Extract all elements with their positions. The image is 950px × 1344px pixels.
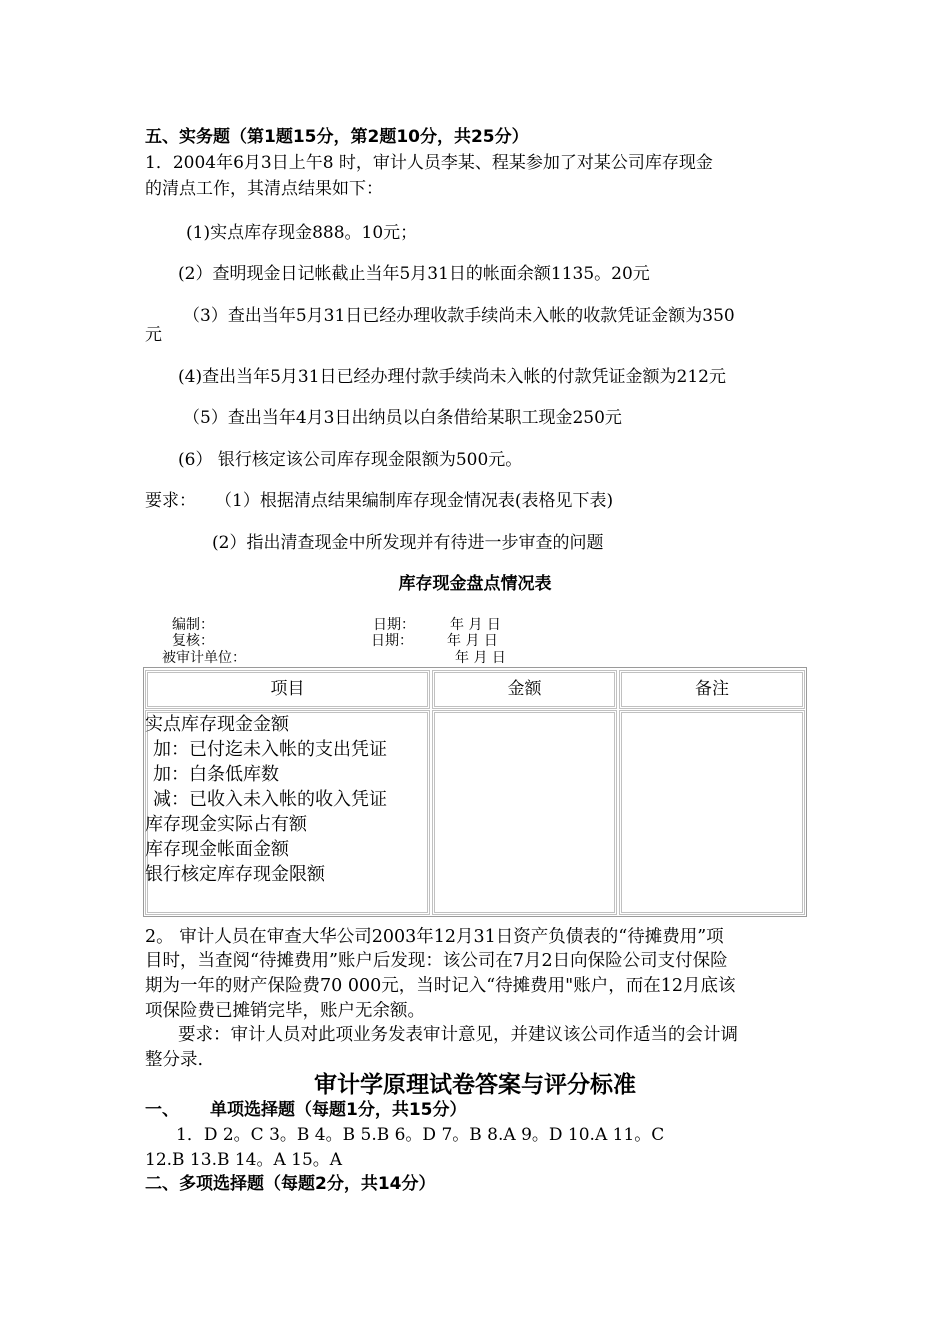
question-2-requirement-cont: 整分录. [145, 1050, 204, 1070]
date-ymd: 年 月 日 [447, 633, 498, 649]
item-4: (4)查出当年5月31日已经办理付款手续尚未入帐的付款凭证金额为212元 [178, 367, 726, 387]
header-amount: 金额 [507, 679, 542, 699]
item-3-cont: 元 [145, 325, 162, 345]
part-1-answers-cont: 12.B 13.B 14。A 15。A [145, 1150, 343, 1170]
question-2-line: 项保险费已摊销完毕，账户无余额。 [145, 1001, 425, 1021]
item-3: （3）查出当年5月31日已经办理收款手续尚未入帐的收款凭证金额为350 [183, 306, 735, 326]
table-body-cell [619, 710, 805, 915]
question-1-intro-cont: 的清点工作，其清点结果如下： [145, 179, 383, 199]
section-heading: 五、实务题（第1题15分，第2题10分，共25分） [145, 127, 529, 147]
table-body-cell [432, 710, 617, 915]
header-remarks: 备注 [695, 679, 729, 699]
table-row: 库存现金实际占有额 [145, 814, 307, 835]
table-row-labels [145, 712, 387, 887]
question-2-line: 期为一年的财产保险费70 000元，当时记入“待摊费用"账户，而在12月底该 [145, 976, 736, 996]
table-row: 库存现金帐面金额 [145, 839, 289, 860]
table-row: 加：白条低库数 [153, 764, 279, 785]
table-title: 库存现金盘点情况表 [398, 574, 552, 594]
date-label: 日期： [373, 617, 415, 633]
table-row: 减：已收入未入帐的收入凭证 [153, 789, 387, 810]
header-item: 项目 [270, 679, 305, 699]
part-2-heading: 二、多项选择题（每题2分，共14分） [145, 1174, 436, 1194]
prepared-by-label: 编制： [172, 617, 214, 633]
question-2-line: 目时，当查阅“待摊费用”账户后发现：该公司在7月2日向保险公司支付保险 [145, 951, 728, 971]
question-2-requirement: 要求：审计人员对此项业务发表审计意见，并建议该公司作适当的会计调 [178, 1025, 738, 1045]
item-5: （5）查出当年4月3日出纳员以白条借给某职工现金250元 [183, 408, 622, 428]
item-1: (1)实点库存现金888。10元； [186, 223, 418, 243]
question-2-line: 2。 审计人员在审查大华公司2003年12月31日资产负债表的“待摊费用”项 [145, 927, 724, 947]
date-ymd: 年 月 日 [455, 650, 506, 666]
requirement-2: (2）指出清查现金中所发现并有待进一步审查的问题 [212, 533, 604, 553]
requirement-1: （1）根据清点结果编制库存现金情况表(表格见下表) [215, 491, 614, 511]
part-1-answers: 1．D 2。C 3。B 4。B 5.B 6。D 7。B 8.A 9。D 10.A 11。C [176, 1125, 665, 1145]
requirement-label: 要求： [145, 491, 196, 511]
reviewed-by-label: 复核： [172, 633, 214, 649]
table-row: 加：已付迄未入帐的支出凭证 [153, 739, 387, 760]
part-1-heading: 单项选择题（每题1分，共15分） [210, 1100, 467, 1120]
item-6: (6） 银行核定该公司库存现金限额为500元。 [178, 450, 523, 470]
date-ymd: 年 月 日 [450, 617, 501, 633]
part-1-number: 一、 [145, 1100, 179, 1120]
table-row: 银行核定库存现金限额 [145, 864, 325, 885]
date-label: 日期： [371, 633, 413, 649]
question-1-intro: 1．2004年6月3日上午8 时，审计人员李某、程某参加了对某公司库存现金 [145, 153, 713, 173]
audited-unit-label: 被审计单位： [162, 650, 246, 666]
item-2: (2）查明现金日记帐截止当年5月31日的帐面余额1135。20元 [178, 264, 650, 284]
answer-key-title: 审计学原理试卷答案与评分标准 [314, 1072, 636, 1098]
table-row: 实点库存现金金额 [145, 714, 289, 735]
